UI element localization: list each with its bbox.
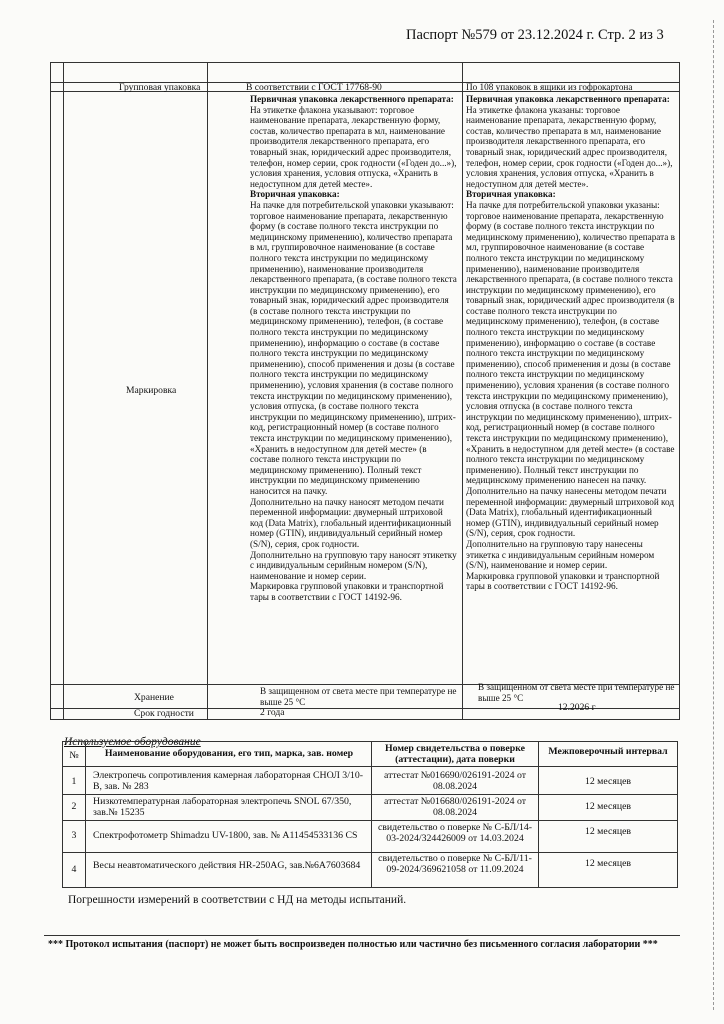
req-primary-heading: Первичная упаковка лекарственного препарата: xyxy=(250,94,454,104)
marking-requirement xyxy=(250,94,458,603)
equipment-num: 2 xyxy=(71,801,77,812)
equipment-num: 1 xyxy=(71,776,77,787)
table-line xyxy=(371,742,372,887)
footer-divider xyxy=(44,935,680,936)
footer-disclaimer: *** Протокол испытания (паспорт) не может быть воспроизведен полностью или частично без письменного согласия лаборатории *** xyxy=(48,939,658,950)
storage-result: В защищенном от света месте при температуре не выше 25 °С xyxy=(478,682,675,703)
table-line xyxy=(63,766,677,767)
equipment-interval: 12 месяцев xyxy=(584,858,632,869)
equipment-header-num: № xyxy=(69,750,79,761)
equipment-name: Весы неавтоматического действия HR-250AG, зав.№6A7603684 xyxy=(93,860,361,871)
shelf-life-label: Срок годности xyxy=(134,708,194,719)
res-primary-heading: Первичная упаковка лекарственного препарата: xyxy=(466,94,670,104)
equipment-cert: свидетельство о поверке № С-БЛ/11-09-2024/369621058 от 11.09.2024 xyxy=(378,853,532,875)
table-line xyxy=(63,820,677,821)
req-secondary-heading: Вторичная упаковка: xyxy=(250,189,340,200)
req-group-text: Дополнительно на групповую тару наносят этикетку с индивидуальным серийным номером (S/N), наименование и номер серии. xyxy=(250,549,457,581)
equipment-num: 4 xyxy=(71,864,77,875)
shelf-life-result: 12.2026 г xyxy=(558,702,596,713)
equipment-table xyxy=(62,741,678,888)
table-line xyxy=(63,794,677,795)
res-secondary-heading: Вторичная упаковка: xyxy=(466,189,556,200)
req-primary-text: На этикетке флакона указывают: торговое наименование препарата, лекарственную форму, состав, количество препарата в мл, наименование производителя лекарственного препарата, его товарный знак, юридический адрес производителя, телефон, номер серии, срок годности («Годен до...»), условия хранения, условия отпуска, «Хранить в недоступном для детей месте». xyxy=(250,104,457,189)
table-line xyxy=(50,719,680,720)
res-group-text: Дополнительно на групповую тару нанесены этикетка с индивидуальным серийным номером (S/N), наименование и номер серии. xyxy=(466,538,655,571)
equipment-header-name: Наименование оборудования, его тип, марка, зав. номер xyxy=(104,748,354,759)
equipment-interval: 12 месяцев xyxy=(584,801,632,812)
shelf-life-requirement: 2 года xyxy=(260,707,285,718)
res-primary-text: На этикетке флакона указаны: торговое наименование препарата, лекарственную форму, состав, количество препарата в мл, наименование производителя лекарственного препарата, его товарный знак, юридический адрес производителя, телефон, номер серии, срок годности («Годен до...»), условия хранения, условия отпуска, «Хранить в недоступном для детей месте». xyxy=(466,104,673,189)
equipment-title: Используемое оборудование xyxy=(64,736,201,748)
equipment-header-interval: Межповерочный интервал xyxy=(548,746,668,757)
res-extra-text: Дополнительно на пачку нанесены методом печати переменной информации: двумерный штриховой код (Data Matrix), глобальный идентификационный номер (GTIN), индивидуальный серийный номер (S/N), серия, срок годности. xyxy=(466,485,675,539)
group-pack-label: Групповая упаковка xyxy=(119,82,201,93)
storage-label: Хранение xyxy=(134,692,174,703)
res-secondary-text: На пачке для потребительской упаковки указаны: торговое наименование препарата, лекарственную форму (в составе полного текста инструкции по медицинскому применению), количество препарата в мл, группировочное наименование (в составе полного текста инструкции по медицинскому применению), наименование производителя лекарственного препарата, (в составе полного текста инструкции по медицинскому применению), его товарный знак, юридический адрес производителя (в составе полного текста инструкции по медицинскому применению), телефон, (в составе полного текста инструкции по медицинскому применению), информацию о составе (в составе полного текста инструкции по медицинскому применению), способ применения и дозы (в составе полного текста инструкции по медицинскому применению), условия хранения (в составе полного текста инструкции по медицинскому применению), условия отпуска (в составе полного текста инструкции по медицинскому применению), штрих-код, регистрационный номер (в составе полного текста инструкции по медицинскому применению), «Хранить в недоступном для детей месте» (в составе полного текста инструкции по медицинскому применению). Полный текст инструкции по медицинскому применению нанесен на пачку. xyxy=(466,199,675,486)
table-line xyxy=(63,852,677,853)
table-line xyxy=(85,742,86,887)
equipment-interval: 12 месяцев xyxy=(584,826,632,837)
page-header: Паспорт №579 от 23.12.2024 г. Стр. 2 из 3 xyxy=(406,27,664,43)
table-line xyxy=(679,62,680,720)
equipment-cert: свидетельство о поверке № С-БЛ/14-03-2024/324426009 от 14.03.2024 xyxy=(377,822,533,844)
equipment-cert: аттестат №016680/026191-2024 от 08.08.2024 xyxy=(383,796,527,818)
group-pack-requirement: В соответствии с ГОСТ 17768-90 xyxy=(246,82,382,93)
scan-edge-artifact xyxy=(713,20,714,1010)
measurement-note: Погрешности измерений в соответствии с НД на методы испытаний. xyxy=(68,894,407,906)
equipment-num: 3 xyxy=(71,830,77,841)
group-pack-result: По 108 упаковок в ящики из гофрокартона xyxy=(466,82,633,92)
equipment-interval: 12 месяцев xyxy=(584,776,632,787)
equipment-cert: аттестат №016690/026191-2024 от 08.08.2024 xyxy=(383,770,527,792)
res-transport-text: Маркировка групповой упаковки и транспортной тары в соответствии с ГОСТ 14192-96. xyxy=(466,570,660,592)
table-line xyxy=(462,62,463,720)
table-line xyxy=(207,62,208,720)
equipment-name: Электропечь сопротивления камерная лабораторная СНОЛ 3/10-В, зав. № 283 xyxy=(93,770,363,792)
table-line xyxy=(50,62,680,63)
req-transport-text: Маркировка групповой упаковки и транспортной тары в соответствии с ГОСТ 14192-96. xyxy=(250,581,444,602)
req-secondary-text: На пачке для потребительской упаковки указывают: торговое наименование препарата, лекарственную форму (в составе полного текста инструкции по медицинскому применению), количество препарата в мл, группировочное наименование (в составе полного текста инструкции по медицинскому применению), наименование производителя лекарственного препарата, (в составе полного текста инструкции по медицинскому применению), его товарный знак, юридический адрес производителя (в составе полного текста инструкции по медицинскому применению), телефон, (в составе полного текста инструкции по медицинскому применению), информацию о составе (в составе полного текста инструкции по медицинскому применению), способ применения и дозы (в составе полного текста инструкции по медицинскому применению), условия хранения (в составе полного текста инструкции по медицинскому применению), условия отпуска, (в составе полного текста инструкции по медицинскому применению), штрих-код, регистрационный номер (в составе полного текста инструкции по медицинскому применению), «Хранить в недоступном для детей месте» (в составе полного текста инструкции по медицинскому применению). Полный текст инструкции по медицинскому применению наносится на пачку. xyxy=(250,199,457,496)
tests-table xyxy=(50,62,680,720)
table-line xyxy=(50,62,51,720)
storage-requirement: В защищенном от света месте при температуре не выше 25 °С xyxy=(260,686,457,707)
equipment-header-cert: Номер свидетельства о поверке (аттестации), дата поверки xyxy=(385,743,525,765)
equipment-name: Низкотемпературная лабораторная электропечь SNOL 67/350, зав.№ 15235 xyxy=(93,796,352,818)
marking-label: Маркировка xyxy=(126,385,177,396)
marking-result xyxy=(466,94,676,592)
table-line xyxy=(538,742,539,887)
equipment-name: Спектрофотометр Shimadzu UV-1800, зав. № A11454533136 CS xyxy=(93,830,358,841)
table-line xyxy=(63,62,64,720)
req-extra-text: Дополнительно на пачку наносят методом печати переменной информации: двумерный штриховой код (Data Matrix), глобальный идентификационный номер (GTIN), индивидуальный серийный номер (S/N), серия, срок годности. xyxy=(250,496,452,549)
